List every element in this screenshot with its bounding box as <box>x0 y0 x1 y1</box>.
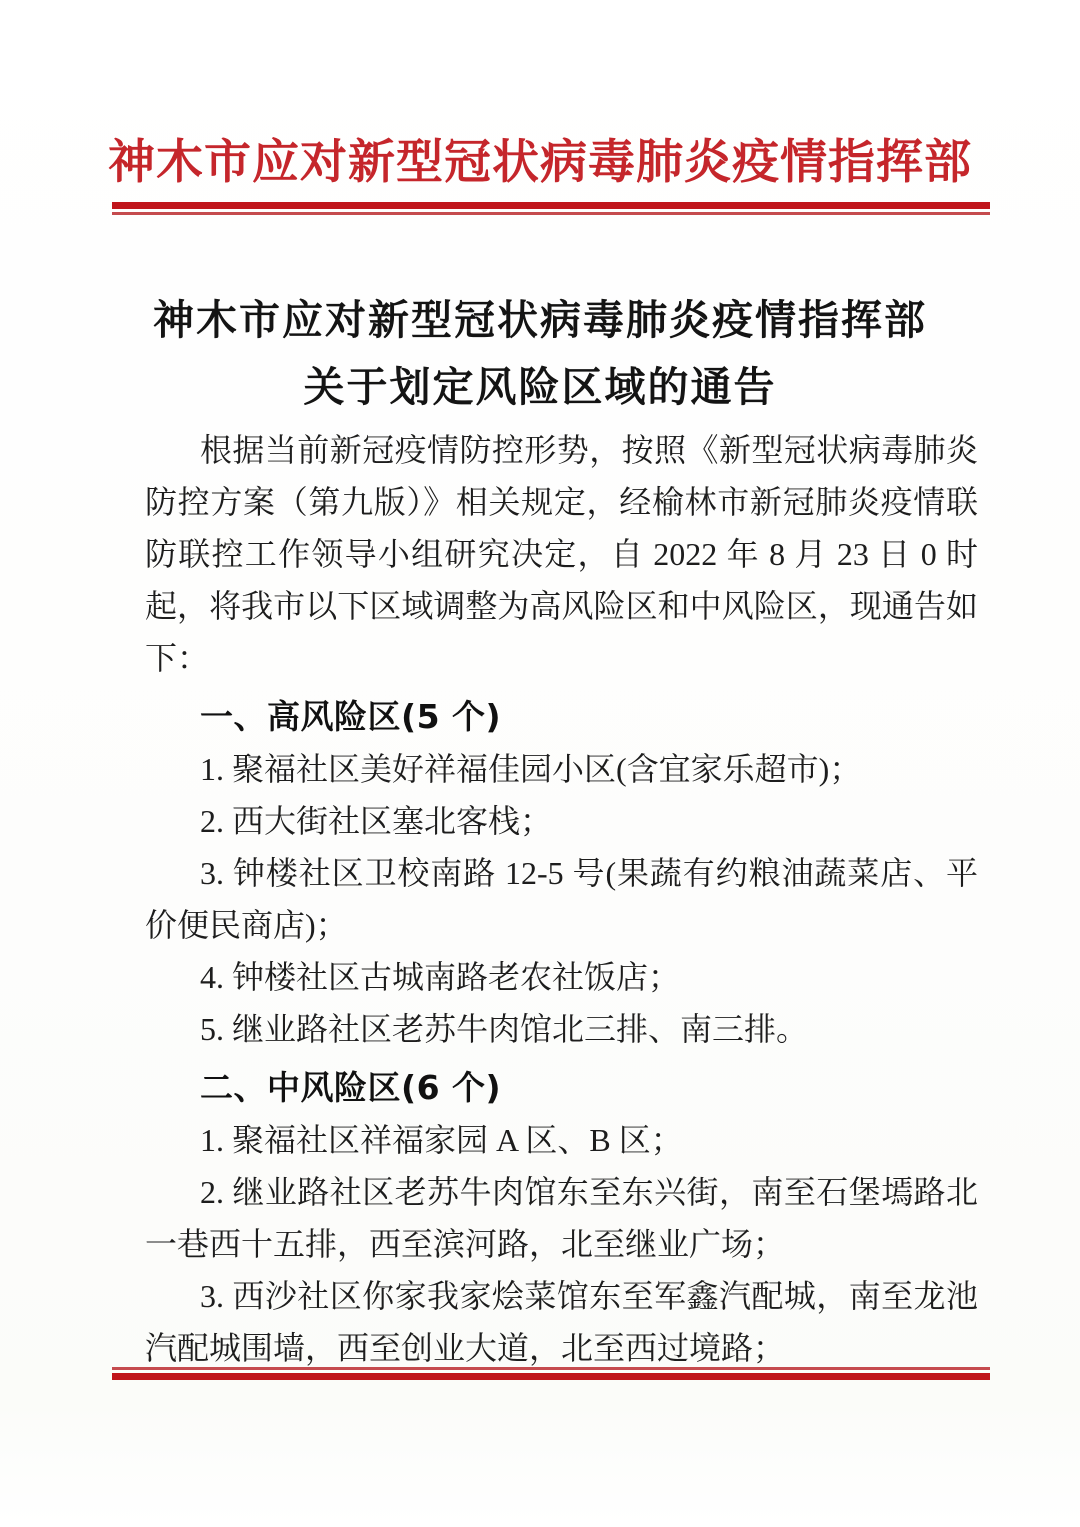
footer-divider <box>112 1367 990 1380</box>
high-risk-item-5: 5. 继业路社区老苏牛肉馆北三排、南三排。 <box>200 1011 809 1047</box>
document-body <box>145 424 978 1374</box>
section-heading-high-risk: 一、高风险区(5 个) <box>200 697 502 736</box>
divider-thick-line <box>112 1373 990 1380</box>
letterhead-title: 神木市应对新型冠状病毒肺炎疫情指挥部 <box>108 137 972 189</box>
divider-thin-line <box>112 212 990 215</box>
high-risk-item-1: 1. 聚福社区美好祥福佳园小区(含宜家乐超市)； <box>200 751 862 787</box>
high-risk-item-3: 3. 钟楼社区卫校南路 12-5 号(果蔬有约粮油蔬菜店、平价便民商店)； <box>145 855 978 943</box>
high-risk-item-2: 2. 西大街社区塞北客栈； <box>200 803 553 839</box>
document-title <box>0 287 1080 421</box>
medium-risk-item-1: 1. 聚福社区祥福家园 A 区、B 区； <box>200 1122 683 1158</box>
divider-thick-line <box>112 202 990 209</box>
letterhead-divider <box>112 202 990 215</box>
intro-paragraph: 根据当前新冠疫情防控形势，按照《新型冠状病毒肺炎防控方案（第九版）》相关规定，经榆林市新冠肺炎疫情联防联控工作领导小组研究决定，自 2022 年 8 月 23 日 0 时起，将我市以下区域调整为高风险区和中风险区，现通告如下： <box>145 432 978 676</box>
document-title-line1: 神木市应对新型冠状病毒肺炎疫情指挥部 <box>153 297 927 343</box>
high-risk-item-4: 4. 钟楼社区古城南路老农社饭店； <box>200 959 681 995</box>
medium-risk-item-3: 3. 西沙社区你家我家烩菜馆东至军鑫汽配城，南至龙池汽配城围墙，西至创业大道，北至西过境路； <box>145 1278 978 1366</box>
medium-risk-item-2: 2. 继业路社区老苏牛肉馆东至东兴街，南至石堡墕路北一巷西十五排，西至滨河路，北至继业广场； <box>145 1174 978 1262</box>
document-title-line2: 关于划定风险区域的通告 <box>303 364 777 410</box>
section-heading-medium-risk: 二、中风险区(6 个) <box>200 1068 502 1107</box>
